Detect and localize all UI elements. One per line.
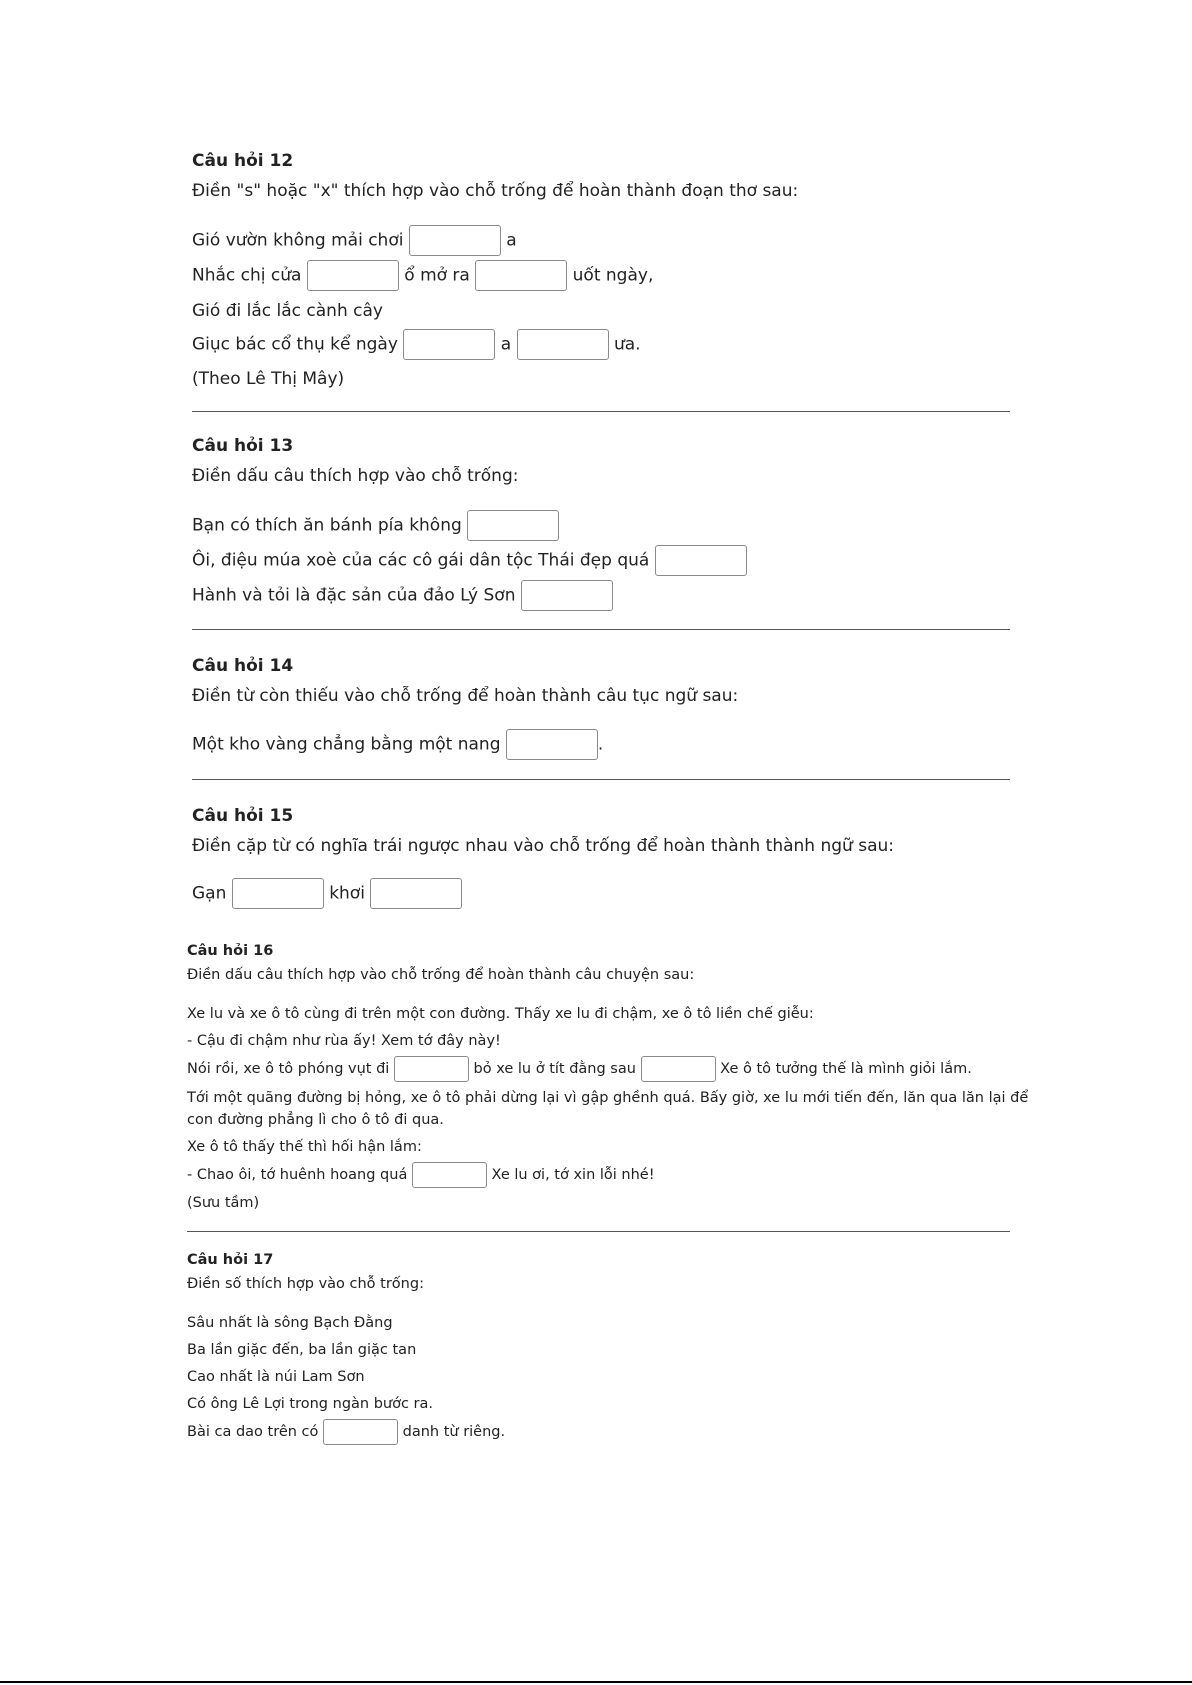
q14-line-1-tail: . xyxy=(597,734,604,755)
q12-line-4-tail: ưa. xyxy=(613,334,641,355)
q16-paragraph-3-tail: Xe ô tô tưởng thế là mình giỏi lắm. xyxy=(720,1061,972,1077)
q13-instruction: Điền dấu câu thích hợp vào chỗ trống: xyxy=(192,466,519,486)
q16-blank-2[interactable] xyxy=(641,1056,716,1082)
q16-paragraph-6 xyxy=(187,1162,655,1188)
q15-line-1-text: Gạn xyxy=(192,883,227,904)
q16-paragraph-6-tail: Xe lu ơi, tớ xin lỗi nhé! xyxy=(491,1167,655,1183)
q16-paragraph-5: Xe ô tô thấy thế thì hối hận lắm: xyxy=(187,1139,422,1155)
q17-line-5-text: Bài ca dao trên có xyxy=(187,1424,319,1440)
q17-title: Câu hỏi 17 xyxy=(187,1252,274,1268)
q12-blank-4[interactable] xyxy=(403,329,495,360)
q16-paragraph-3-mid: bỏ xe lu ở tít đằng sau xyxy=(473,1061,636,1077)
q16-paragraph-3-text: Nói rồi, xe ô tô phóng vụt đi xyxy=(187,1061,390,1077)
q12-line-2-tail: uốt ngày, xyxy=(572,265,654,286)
q12-line-1-tail: a xyxy=(506,230,517,251)
q13-blank-3[interactable] xyxy=(521,580,613,611)
q14-instruction: Điền từ còn thiếu vào chỗ trống để hoàn thành câu tục ngữ sau: xyxy=(192,686,739,706)
q14-line-1 xyxy=(192,729,603,760)
q17-instruction: Điền số thích hợp vào chỗ trống: xyxy=(187,1276,424,1292)
q13-blank-1[interactable] xyxy=(467,510,559,541)
divider xyxy=(192,411,1010,412)
q16-paragraph-4: Tới một quãng đường bị hỏng, xe ô tô phải dừng lại vì gập ghềnh quá. Bấy giờ, xe lu mới tiến đến, lăn qua lăn lại để xyxy=(187,1090,1029,1106)
q12-title: Câu hỏi 12 xyxy=(192,151,294,171)
q17-line-4: Có ông Lê Lợi trong ngàn bước ra. xyxy=(187,1396,434,1412)
q12-blank-1[interactable] xyxy=(409,225,501,256)
q16-title: Câu hỏi 16 xyxy=(187,943,274,959)
q12-blank-5[interactable] xyxy=(517,329,609,360)
q15-instruction: Điền cặp từ có nghĩa trái ngược nhau vào chỗ trống để hoàn thành thành ngữ sau: xyxy=(192,836,895,856)
q12-line-1 xyxy=(192,225,517,256)
q12-line-2 xyxy=(192,260,653,291)
divider xyxy=(192,629,1010,630)
q16-instruction: Điền dấu câu thích hợp vào chỗ trống để hoàn thành câu chuyện sau: xyxy=(187,967,695,983)
q12-instruction: Điền "s" hoặc "x" thích hợp vào chỗ trống để hoàn thành đoạn thơ sau: xyxy=(192,181,799,201)
q12-line-2-text: Nhắc chị cửa xyxy=(192,265,302,286)
q17-blank-1[interactable] xyxy=(323,1419,398,1445)
q16-paragraph-3 xyxy=(187,1056,972,1082)
divider xyxy=(192,779,1010,780)
q13-line-2-text: Ôi, điệu múa xoè của các cô gái dân tộc Thái đẹp quá xyxy=(192,550,650,571)
q17-line-5-tail: danh từ riêng. xyxy=(402,1424,506,1440)
q17-line-1: Sâu nhất là sông Bạch Đằng xyxy=(187,1315,393,1331)
q13-line-3-text: Hành và tỏi là đặc sản của đảo Lý Sơn xyxy=(192,585,516,606)
q16-paragraph-1: Xe lu và xe ô tô cùng đi trên một con đường. Thấy xe lu đi chậm, xe ô tô liền chế giễu: xyxy=(187,1006,814,1022)
q12-line-4-text: Giục bác cổ thụ kể ngày xyxy=(192,334,398,355)
q16-blank-1[interactable] xyxy=(394,1056,469,1082)
q15-blank-1[interactable] xyxy=(232,878,324,909)
q13-line-1-text: Bạn có thích ăn bánh pía không xyxy=(192,515,462,536)
q16-paragraph-2: - Cậu đi chậm như rùa ấy! Xem tớ đây này! xyxy=(187,1033,501,1049)
q12-line-4 xyxy=(192,329,641,360)
q13-line-1 xyxy=(192,510,559,541)
q14-title: Câu hỏi 14 xyxy=(192,656,294,676)
q17-line-5 xyxy=(187,1419,505,1445)
q15-line-1 xyxy=(192,878,462,909)
q17-line-2: Ba lần giặc đến, ba lần giặc tan xyxy=(187,1342,417,1358)
q12-blank-2[interactable] xyxy=(307,260,399,291)
page-bottom-rule xyxy=(0,1681,1192,1683)
q17-line-3: Cao nhất là núi Lam Sơn xyxy=(187,1369,365,1385)
divider xyxy=(187,1231,1010,1232)
q12-line-1-text: Gió vườn không mải chơi xyxy=(192,230,404,251)
q16-source: (Sưu tầm) xyxy=(187,1195,260,1211)
q16-blank-3[interactable] xyxy=(412,1162,487,1188)
q13-line-3 xyxy=(192,580,613,611)
q13-line-2 xyxy=(192,545,747,576)
q12-line-4-mid: a xyxy=(500,334,512,355)
q13-title: Câu hỏi 13 xyxy=(192,436,294,456)
q12-source: (Theo Lê Thị Mây) xyxy=(192,369,345,389)
q14-blank-1[interactable] xyxy=(506,729,598,760)
q16-paragraph-6-text: - Chao ôi, tớ huênh hoang quá xyxy=(187,1167,408,1183)
q14-line-1-text: Một kho vàng chẳng bằng một nang xyxy=(192,734,501,755)
q15-blank-2[interactable] xyxy=(370,878,462,909)
q16-paragraph-4-cont: con đường phẳng lì cho ô tô đi qua. xyxy=(187,1112,444,1128)
q15-line-1-mid: khơi xyxy=(329,883,365,904)
q12-blank-3[interactable] xyxy=(475,260,567,291)
q15-title: Câu hỏi 15 xyxy=(192,806,294,826)
q12-line-3: Gió đi lắc lắc cành cây xyxy=(192,301,383,321)
q13-blank-2[interactable] xyxy=(655,545,747,576)
q12-line-2-mid: ổ mở ra xyxy=(404,265,470,286)
